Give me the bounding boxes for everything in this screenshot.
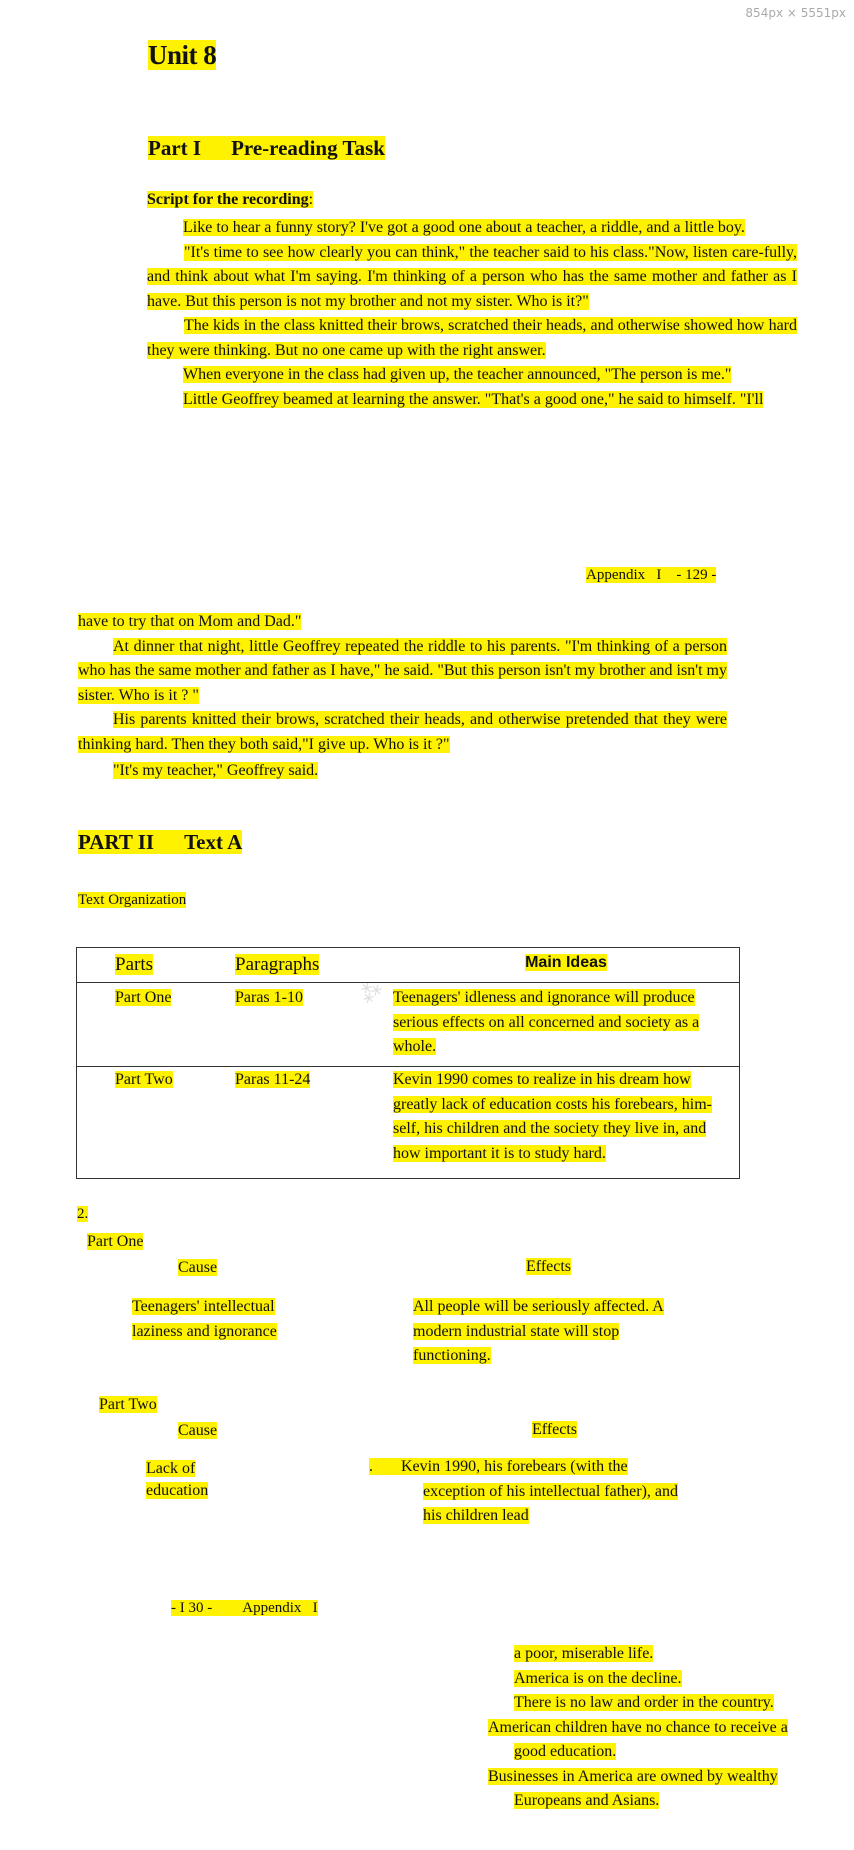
part-one-effects: All people will be seriously affected. A modern industrial state will stop functioning. — [413, 1298, 664, 1364]
script-paragraph: "It's time to see how clearly you can think," the teacher said to his class."Now, listen care-fully, and think about what I'm saying. I'm thinking of a person who has the same mother and father as I have. But this person is not my brother and not my sister. Who is it?" — [147, 243, 797, 310]
cause-label: Cause — [178, 1259, 218, 1276]
part-title: Pre-reading Task — [231, 136, 385, 160]
table-row — [77, 1067, 740, 1179]
script-heading: Script for the recording: — [147, 191, 314, 208]
continued-paragraph: At dinner that night, little Geoffrey repeated the riddle to his parents. "I'm thinking of a person who has the same mother and father as I have," he said. "But this person isn't my brother and isn't my sister. Who is it ? " — [78, 637, 727, 704]
continued-effects: a poor, miserable life. America is on the decline. There is no law and order in the country. American children have no chance to receive a good education. Businesses in America are owned by wealthy Europeans and Asians. — [488, 1645, 788, 1809]
continued-paragraph: His parents knitted their brows, scratched their heads, and otherwise pretended that they were thinking hard. Then they both said,"I give up. Who is it ?" — [78, 711, 727, 753]
page-size-label: 854px × 5551px — [745, 6, 846, 20]
text-organization-label: Text Organization — [78, 892, 187, 908]
continued-paragraph: "It's my teacher," Geoffrey said. — [113, 762, 319, 779]
continued-paragraph: have to try that on Mom and Dad." — [78, 613, 302, 630]
part-two-label: Part Two — [99, 1396, 157, 1413]
table-cell-idea: Teenagers' idleness and ignorance will produce serious effects on all concerned and society as a whole. — [393, 989, 700, 1055]
watermark: ⁂ — [354, 975, 388, 1010]
part-title: Text A — [184, 830, 243, 854]
part-two-effects: . Kevin 1990, his forebears (with the exception of his intellectual father), and his children lead — [369, 1458, 679, 1524]
part-two-cause: Lack of education — [146, 1460, 209, 1499]
page-footer — [171, 1600, 318, 1617]
script-paragraph: Little Geoffrey beamed at learning the answer. "That's a good one," he said to himself. "I'll — [183, 390, 764, 408]
unit-title: Unit 8 — [148, 40, 217, 70]
continued-body — [78, 610, 727, 784]
footer-page-number: - 129 - — [676, 567, 717, 583]
effects-label: Effects — [526, 1258, 572, 1275]
page-footer — [586, 567, 716, 584]
footer-appendix: Appendix I — [586, 567, 662, 583]
footer-appendix: Appendix I — [242, 1600, 318, 1616]
table-cell-idea: Kevin 1990 comes to realize in his dream how greatly lack of education costs his forebears, him-self, his children and the society they live in, and how important it is to study hard. — [393, 1071, 712, 1162]
part-one-label: Part One — [87, 1233, 144, 1250]
table-header: Main Ideas — [525, 954, 607, 971]
table-row — [77, 983, 740, 1067]
section-number: 2. — [77, 1206, 89, 1222]
script-paragraph: The kids in the class knitted their brows, scratched their heads, and otherwise showed how hard they were thinking. But no one came up with the right answer. — [147, 317, 797, 359]
part-one-heading — [148, 136, 385, 161]
footer-page-number: - I 30 - — [171, 1600, 213, 1616]
script-body — [147, 216, 797, 412]
cause-label: Cause — [178, 1422, 218, 1439]
script-paragraph: When everyone in the class had given up, the teacher announced, "The person is me." — [183, 366, 732, 383]
table-header: Paragraphs — [235, 954, 320, 975]
table-cell-part: Part One — [115, 989, 172, 1006]
table-cell-paragraphs: Paras 11-24 — [235, 1071, 311, 1088]
part-two-heading — [78, 830, 242, 855]
part-label: PART II — [78, 830, 155, 854]
bullet: . — [369, 1458, 401, 1475]
text-organization-table — [76, 947, 740, 1179]
table-header-row — [77, 948, 740, 983]
effects-label: Effects — [532, 1421, 578, 1438]
part-one-cause: Teenagers' intellectual laziness and ignorance — [132, 1298, 277, 1340]
script-paragraph: Like to hear a funny story? I've got a good one about a teacher, a riddle, and a little boy. — [183, 219, 745, 236]
table-header: Parts — [115, 954, 153, 975]
part-label: Part I — [148, 136, 202, 160]
table-cell-part: Part Two — [115, 1071, 173, 1088]
table-cell-paragraphs: Paras 1-10 — [235, 989, 303, 1006]
